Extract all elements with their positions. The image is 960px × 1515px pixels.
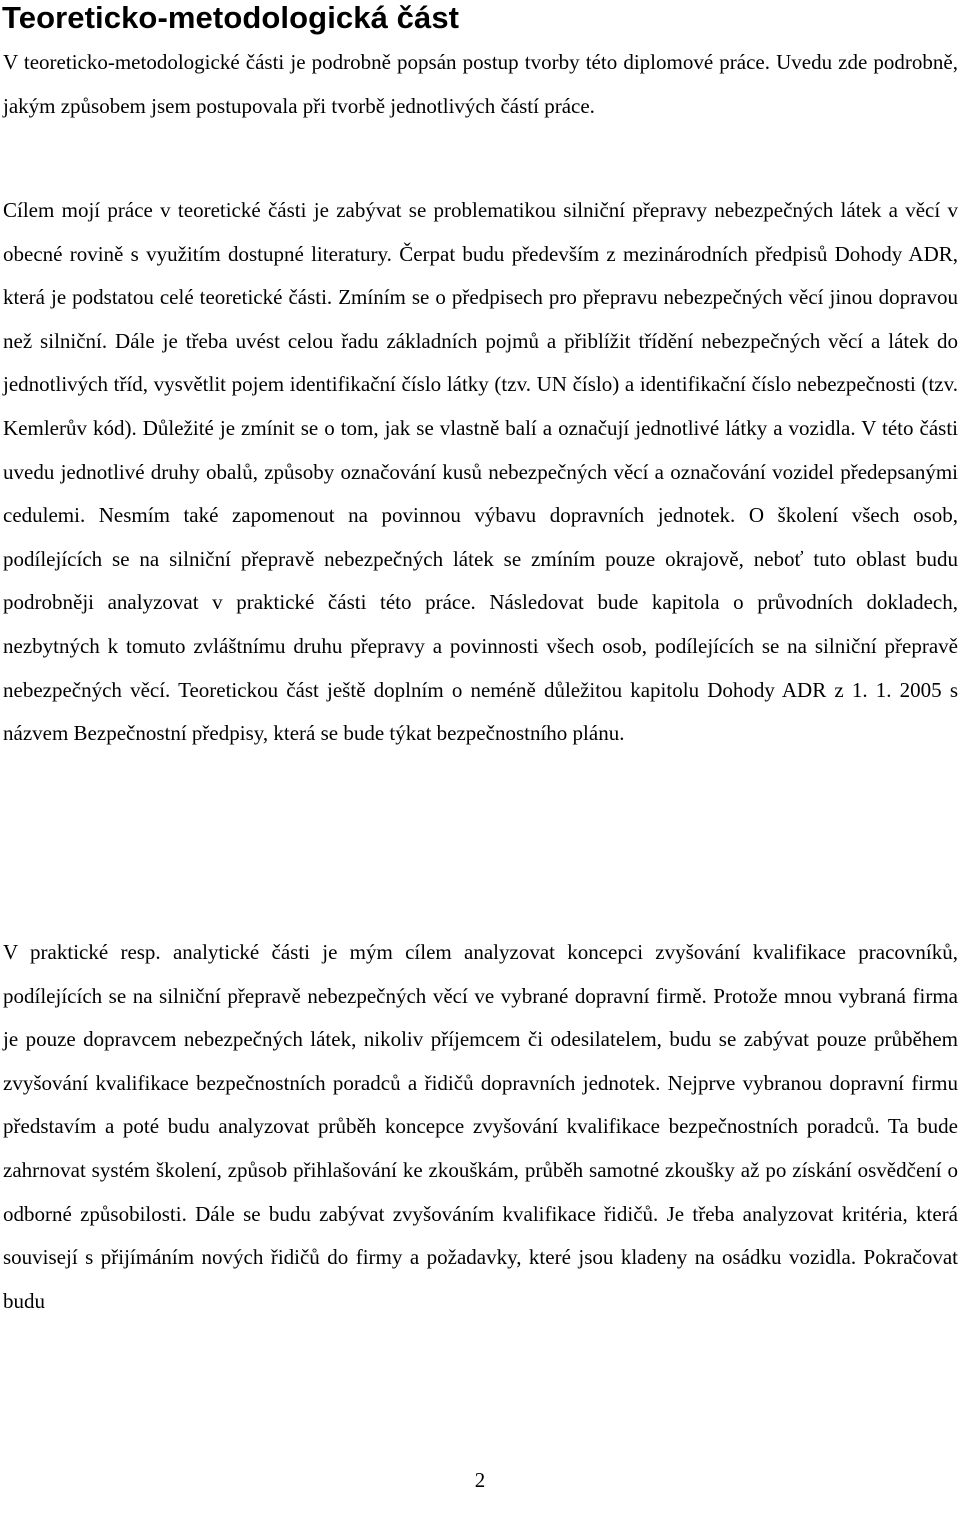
section-heading: Teoreticko-metodologická část: [2, 0, 460, 35]
paragraph-theoretical-part: Cílem mojí práce v teoretické části je zabývat se problematikou silniční přepravy nebezpečných látek a věcí v obecné rovině s využitím dostupné literatury. Čerpat budu především z mezinárodních předpisů Dohody ADR, která je podstatou celé teoretické části. Zmíním se o předpisech pro přepravu nebezpečných věcí jinou dopravou než silniční. Dále je třeba uvést celou řadu základních pojmů a přiblížit třídění nebezpečných věcí a látek do jednotlivých tříd, vysvětlit pojem identifikační číslo látky (tzv. UN číslo) a identifikační číslo nebezpečnosti (tzv. Kemlerův kód). Důležité je zmínit se o tom, jak se vlastně balí a označují jednotlivé látky a vozidla. V této části uvedu jednotlivé druhy obalů, způsoby označování kusů nebezpečných věcí a označování vozidel předepsanými cedulemi. Nesmím také zapomenout na povinnou výbavu dopravních jednotek. O školení všech osob, podílejících se na silniční přepravě nebezpečných látek se zmíním pouze okrajově, neboť tuto oblast budu podrobněji analyzovat v praktické části této práce. Následovat bude kapitola o průvodních dokladech, nezbytných k tomuto zvláštnímu druhu přepravy a povinnosti všech osob, podílejících se na silniční přepravě nebezpečných věcí. Teoretickou část ještě doplním o neméně důležitou kapitolu Dohody ADR z 1. 1. 2005 s názvem Bezpečnostní předpisy, která se bude týkat bezpečnostního plánu.: [3, 198, 958, 746]
page-number: 2: [474, 1468, 486, 1492]
paragraph-practical-part: V praktické resp. analytické části je mým cílem analyzovat koncepci zvyšování kvalifikace pracovníků, podílejících se na silniční přepravě nebezpečných věcí ve vybrané dopravní firmě. Protože mnou vybraná firma je pouze dopravcem nebezpečných látek, nikoliv příjemcem či odesilatelem, budu se zabývat pouze průběhem zvyšování kvalifikace bezpečnostních poradců a řidičů dopravních jednotek. Nejprve vybranou dopravní firmu představím a poté budu analyzovat průběh koncepce zvyšování kvalifikace bezpečnostních poradců. Ta bude zahrnovat systém školení, způsob přihlašování ke zkouškám, průběh samotné zkoušky až po získání osvědčení o odborné způsobilosti. Dále se budu zabývat zvyšováním kvalifikace řidičů. Je třeba analyzovat kritéria, která souvisejí s přijímáním nových řidičů do firmy a požadavky, které jsou kladeny na osádku vozidla. Pokračovat budu: [3, 940, 958, 1313]
paragraph-intro: V teoreticko-metodologické části je podrobně popsán postup tvorby této diplomové práce. Uvedu zde podrobně, jakým způsobem jsem postupovala při tvorbě jednotlivých částí práce.: [3, 50, 958, 118]
